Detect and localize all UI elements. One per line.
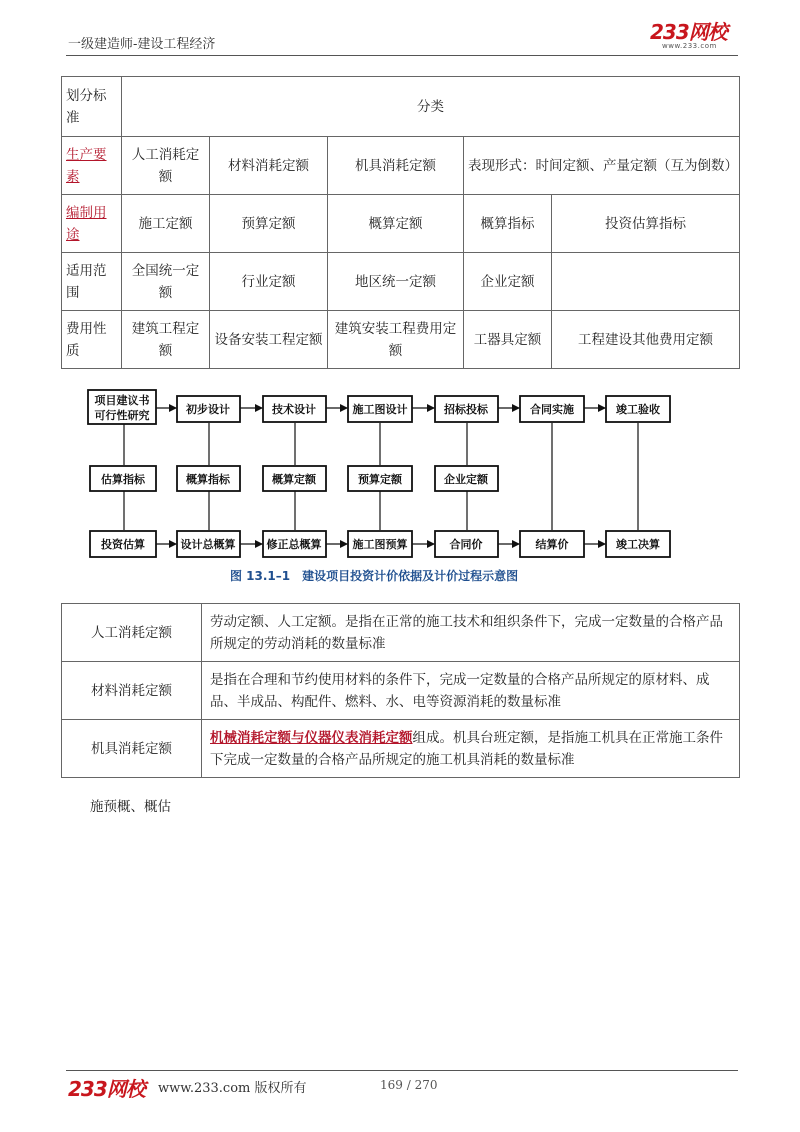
table-cell: 施工定额 xyxy=(122,195,210,253)
term-cell: 人工消耗定额 xyxy=(62,604,202,662)
flow-label: 竣工决算 xyxy=(616,538,660,551)
criterion-link[interactable]: 生产要素 xyxy=(66,146,107,185)
table-cell: 表现形式：时间定额、产量定额（互为倒数） xyxy=(464,137,740,195)
flow-label: 投资估算 xyxy=(101,538,145,551)
flow-label: 施工图设计 xyxy=(352,403,408,416)
table-cell: 建筑工程定额 xyxy=(122,311,210,369)
table-row xyxy=(62,195,740,253)
table-cell: 全国统一定额 xyxy=(122,253,210,311)
footer-logo: 233网校 xyxy=(68,1077,145,1101)
table-row xyxy=(62,253,740,311)
footer-copyright: www.233.com 版权所有 xyxy=(158,1081,307,1096)
top-row xyxy=(88,390,670,424)
table-cell: 机具消耗定额 xyxy=(328,137,464,195)
flow-label: 企业定额 xyxy=(444,473,488,486)
description-cell: 劳动定额、人工定额。是指在正常的施工技术和组织条件下，完成一定数量的合格产品所规定的劳动消耗的数量标准 xyxy=(202,604,740,662)
table-cell: 地区统一定额 xyxy=(328,253,464,311)
definition-table xyxy=(61,603,740,778)
table-cell: 工器具定额 xyxy=(464,311,552,369)
flow-label: 可行性研究 xyxy=(94,409,150,422)
flow-label: 估算指标 xyxy=(101,473,145,486)
description-text: 组成。机具台班定额，是指施工机具在正常施工条件下完成一定数量的合格产品所规定的施工机具消耗的数量标准 xyxy=(210,729,723,768)
table-row xyxy=(62,720,740,778)
table-cell: 预算定额 xyxy=(210,195,328,253)
flow-label: 结算价 xyxy=(535,538,569,551)
brand-logo-url: www.233.com xyxy=(662,42,717,50)
description-cell: 是指在合理和节约使用材料的条件下，完成一定数量的合格产品所规定的原材料、成品、半成品、构配件、燃料、水、电等资源消耗的数量标准 xyxy=(202,662,740,720)
middle-row xyxy=(90,466,498,491)
header-criterion: 划分标准 xyxy=(62,77,122,137)
flow-label: 招标投标 xyxy=(444,403,488,416)
figure-caption: 图 13.1–1 建设项目投资计价依据及计价过程示意图 xyxy=(230,569,519,583)
table-row xyxy=(62,137,740,195)
criterion-link[interactable]: 编制用途 xyxy=(66,204,107,243)
header-divider xyxy=(66,55,738,56)
description-cell xyxy=(202,720,740,778)
flow-label: 合同实施 xyxy=(530,403,574,416)
process-diagram xyxy=(60,380,740,590)
flow-label: 初步设计 xyxy=(186,403,230,416)
table-cell: 工程建设其他费用定额 xyxy=(552,311,740,369)
flow-label: 技术设计 xyxy=(272,403,316,416)
table-cell: 人工消耗定额 xyxy=(122,137,210,195)
flow-label: 竣工验收 xyxy=(616,403,660,416)
table-cell: 建筑安装工程费用定额 xyxy=(328,311,464,369)
criterion-label: 费用性质 xyxy=(62,311,122,369)
header-category: 分类 xyxy=(122,77,740,137)
criterion-label: 适用范围 xyxy=(62,253,122,311)
table-row xyxy=(62,662,740,720)
table-row xyxy=(62,604,740,662)
table-cell: 概算定额 xyxy=(328,195,464,253)
table-cell: 设备安装工程定额 xyxy=(210,311,328,369)
footer-divider xyxy=(66,1070,738,1071)
flow-label: 概算定额 xyxy=(272,473,316,486)
term-cell: 机具消耗定额 xyxy=(62,720,202,778)
table-cell: 行业定额 xyxy=(210,253,328,311)
table-row xyxy=(62,311,740,369)
flow-label: 设计总概算 xyxy=(180,538,236,551)
table-cell xyxy=(552,253,740,311)
flow-label: 概算指标 xyxy=(186,473,230,486)
brand-logo-text: 233网校 xyxy=(650,20,727,44)
note-text: 施预概、概估 xyxy=(90,799,171,815)
table-cell: 企业定额 xyxy=(464,253,552,311)
flow-label: 施工图预算 xyxy=(352,538,408,551)
table-cell: 概算指标 xyxy=(464,195,552,253)
definition-link[interactable]: 机械消耗定额与仪器仪表消耗定额 xyxy=(210,729,413,746)
flow-label: 预算定额 xyxy=(358,473,402,486)
brand-logo xyxy=(650,22,734,52)
flow-label: 合同价 xyxy=(449,538,483,551)
table-cell: 投资估算指标 xyxy=(552,195,740,253)
header-title: 一级建造师-建设工程经济 xyxy=(68,37,216,52)
flow-label: 修正总概算 xyxy=(266,538,322,551)
table-cell: 材料消耗定额 xyxy=(210,137,328,195)
bottom-row xyxy=(90,531,670,557)
classification-table xyxy=(61,76,740,369)
page-number: 169 / 270 xyxy=(380,1078,438,1092)
term-cell: 材料消耗定额 xyxy=(62,662,202,720)
flow-label: 项目建议书 xyxy=(94,394,150,407)
